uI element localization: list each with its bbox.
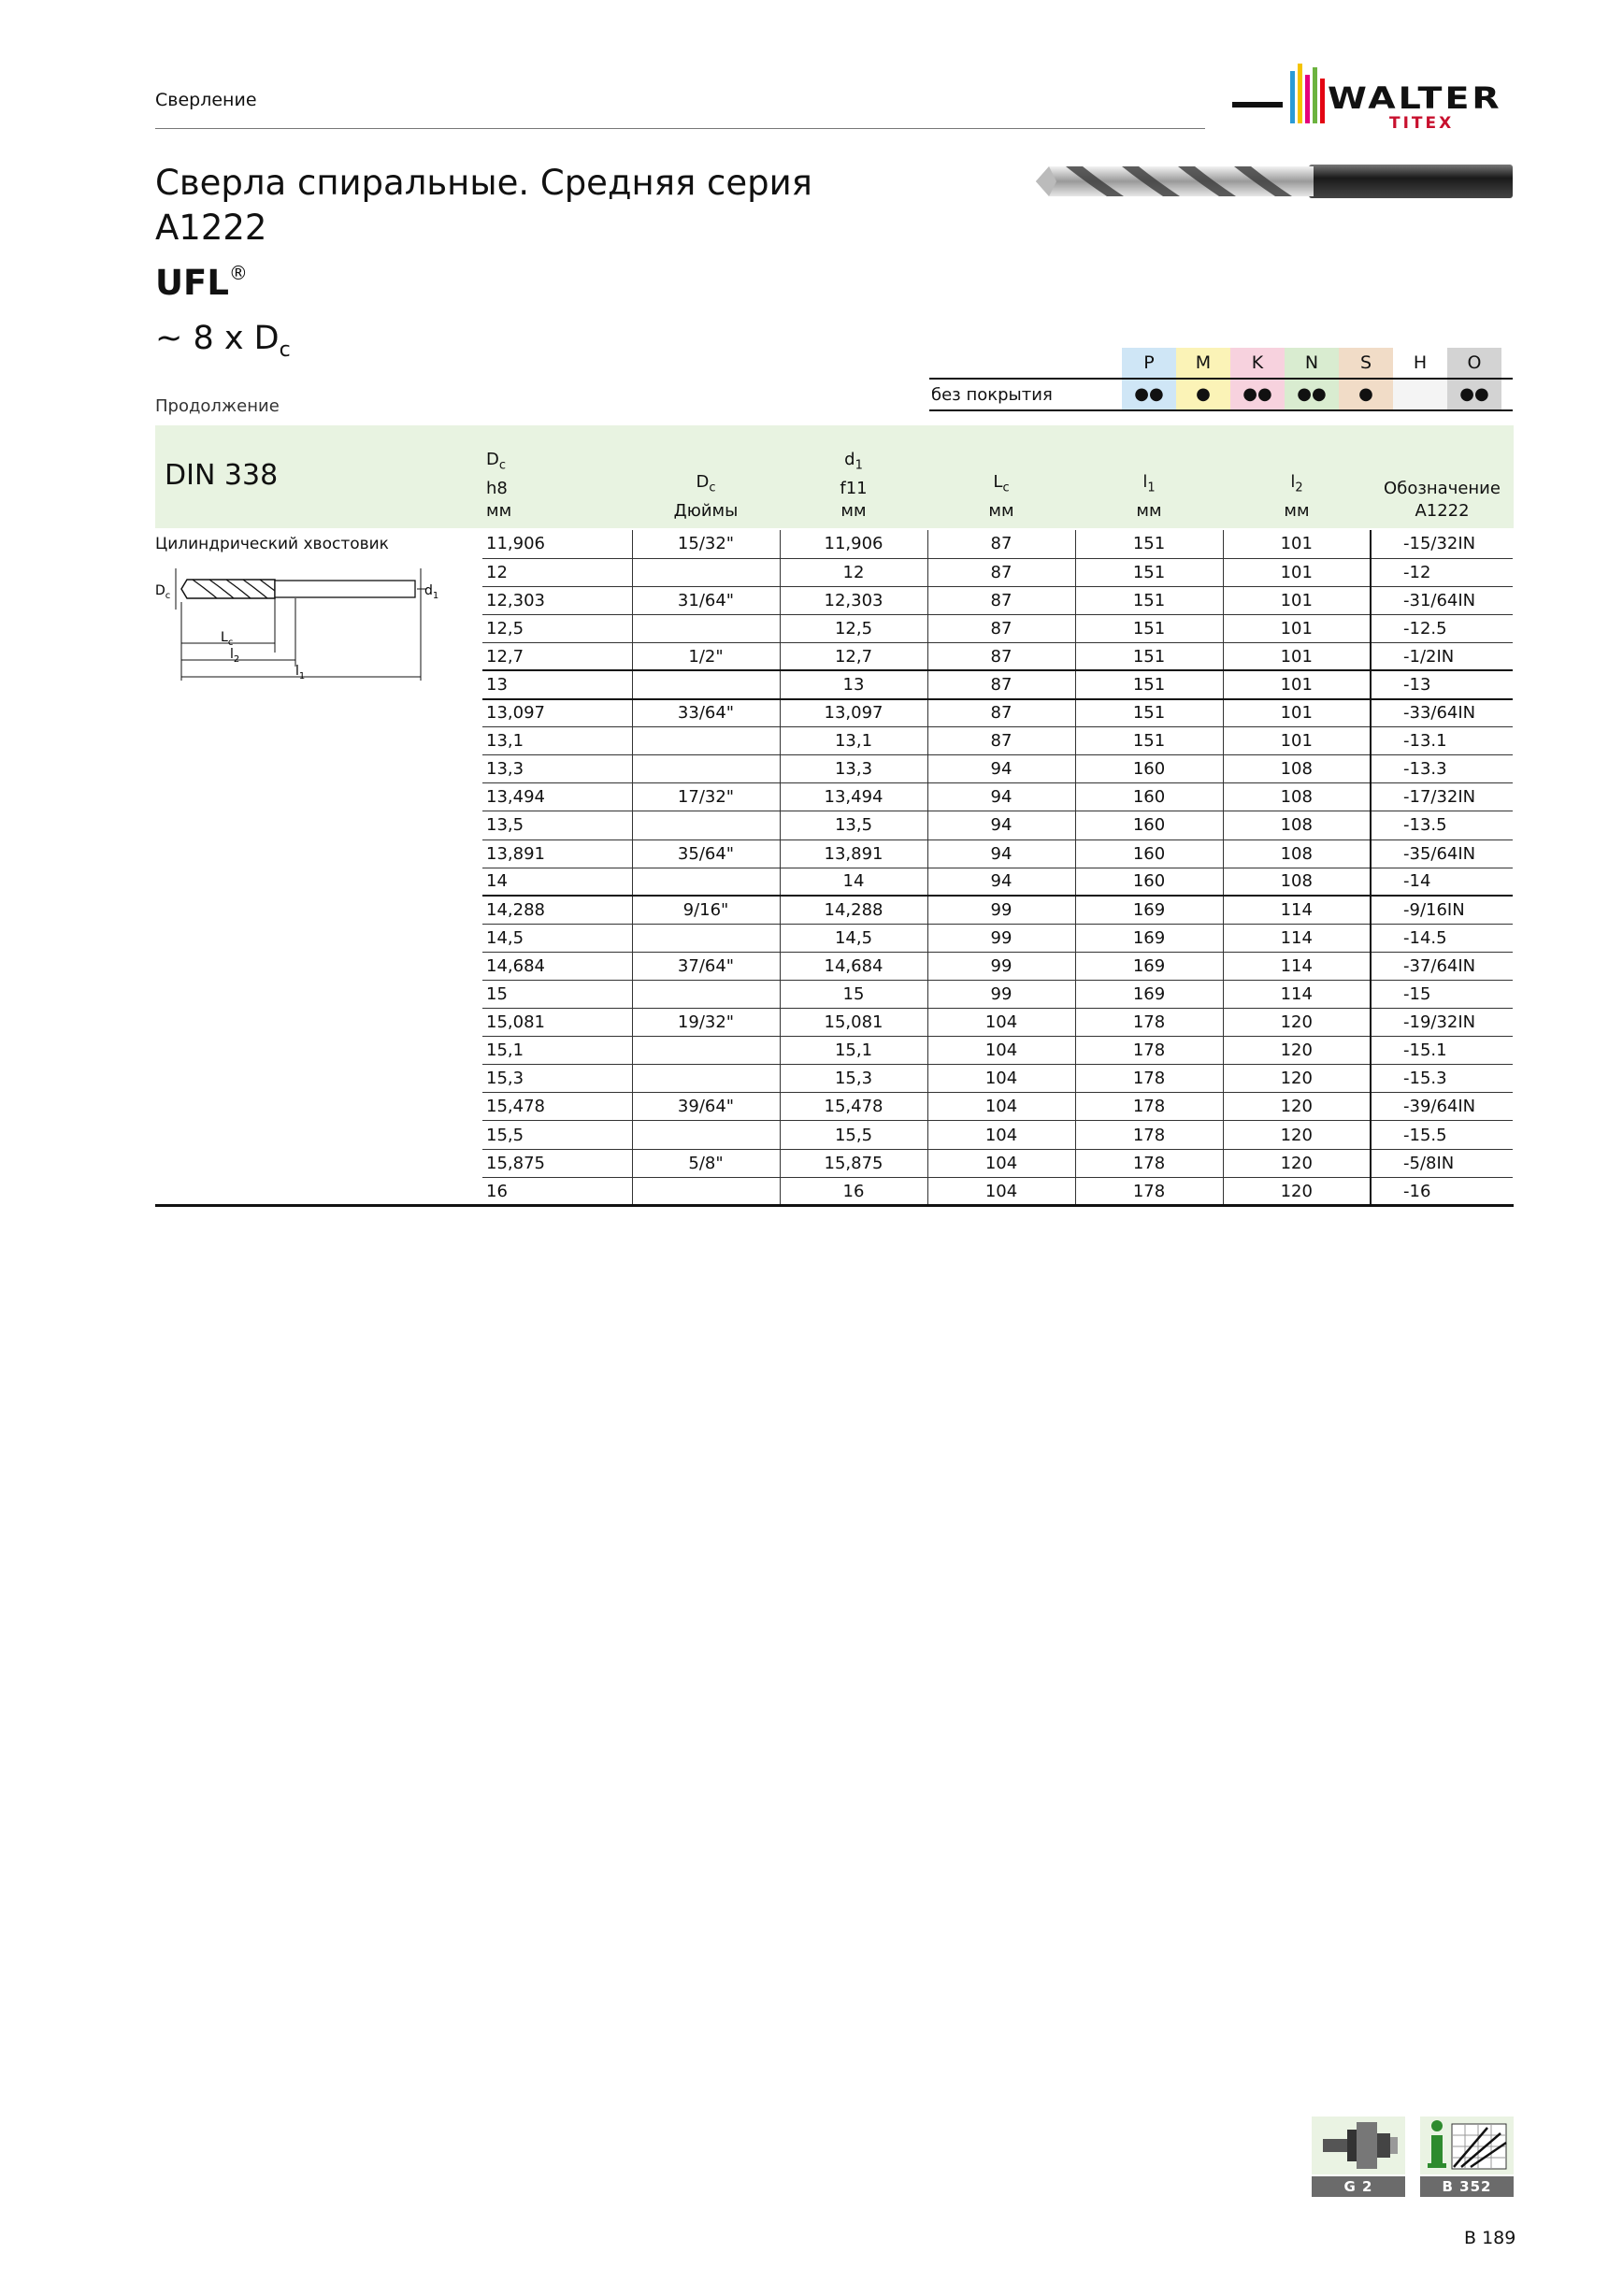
shank-type-label: Цилиндрический хвостовик bbox=[155, 535, 389, 553]
cell-l2: 120 bbox=[1223, 1093, 1371, 1121]
cell-dc-mm: 14,288 bbox=[482, 896, 632, 924]
cell-dc-mm: 13,5 bbox=[482, 811, 632, 839]
cell-dc-inch bbox=[632, 924, 780, 952]
drill-dimension-diagram bbox=[155, 568, 439, 699]
cell-dc-inch: 37/64" bbox=[632, 952, 780, 980]
table-header-band bbox=[155, 425, 1514, 528]
material-group-s: S bbox=[1339, 348, 1393, 378]
dc-label: $D_c$ bbox=[155, 583, 171, 601]
col-header-designation: Обозначение A1222 bbox=[1384, 479, 1501, 521]
table-row bbox=[482, 783, 1513, 811]
cell-d1: 15,3 bbox=[780, 1065, 927, 1093]
logo-wordmark: WALTER bbox=[1328, 80, 1502, 116]
cell-l2: 101 bbox=[1223, 558, 1371, 586]
cell-l1: 151 bbox=[1075, 614, 1223, 642]
material-group-o: O bbox=[1447, 348, 1501, 378]
cell-l2: 120 bbox=[1223, 1009, 1371, 1037]
cell-designation: -31/64IN bbox=[1371, 586, 1513, 614]
cell-d1: 12 bbox=[780, 558, 927, 586]
cell-designation: -15.1 bbox=[1371, 1037, 1513, 1065]
table-row bbox=[482, 952, 1513, 980]
cell-lc: 87 bbox=[927, 586, 1075, 614]
cell-l2: 120 bbox=[1223, 1065, 1371, 1093]
cell-l1: 151 bbox=[1075, 670, 1223, 698]
table-row bbox=[482, 981, 1513, 1009]
cell-d1: 11,906 bbox=[780, 530, 927, 558]
section-title: Сверление bbox=[155, 90, 257, 110]
cell-lc: 104 bbox=[927, 1037, 1075, 1065]
cell-l2: 108 bbox=[1223, 755, 1371, 783]
cell-designation: -14.5 bbox=[1371, 924, 1513, 952]
cell-dc-inch: 1/2" bbox=[632, 642, 780, 670]
cell-l1: 151 bbox=[1075, 558, 1223, 586]
cell-lc: 99 bbox=[927, 924, 1075, 952]
length-ratio: ~ 8 x $D_c$ bbox=[155, 320, 291, 362]
cell-dc-mm: 15,875 bbox=[482, 1149, 632, 1177]
cell-dc-mm: 15 bbox=[482, 981, 632, 1009]
cell-d1: 12,303 bbox=[780, 586, 927, 614]
cell-dc-inch bbox=[632, 755, 780, 783]
cell-l1: 160 bbox=[1075, 868, 1223, 896]
cell-l1: 151 bbox=[1075, 530, 1223, 558]
cell-designation: -15 bbox=[1371, 981, 1513, 1009]
cell-l2: 114 bbox=[1223, 981, 1371, 1009]
cell-lc: 99 bbox=[927, 981, 1075, 1009]
cell-dc-mm: 15,081 bbox=[482, 1009, 632, 1037]
rating-p: ●● bbox=[1122, 380, 1176, 409]
material-group-m: M bbox=[1176, 348, 1230, 378]
cell-l2: 101 bbox=[1223, 530, 1371, 558]
cell-lc: 104 bbox=[927, 1149, 1075, 1177]
cell-l2: 101 bbox=[1223, 670, 1371, 698]
cell-d1: 13,097 bbox=[780, 699, 927, 727]
cell-lc: 94 bbox=[927, 811, 1075, 839]
table-row bbox=[482, 1093, 1513, 1121]
cell-d1: 13,1 bbox=[780, 727, 927, 755]
material-group-n: N bbox=[1285, 348, 1339, 378]
rating-m: ● bbox=[1176, 380, 1230, 409]
table-row bbox=[482, 1037, 1513, 1065]
icon-caption-b352: B 352 bbox=[1420, 2176, 1514, 2197]
table-row bbox=[482, 811, 1513, 839]
material-group-h: H bbox=[1393, 348, 1447, 378]
page-number: B 189 bbox=[1464, 2228, 1516, 2248]
col-header-dc-inch: $D_c$ Дюймы bbox=[673, 472, 739, 521]
table-row bbox=[482, 924, 1513, 952]
cell-l1: 169 bbox=[1075, 924, 1223, 952]
cell-designation: -13.5 bbox=[1371, 811, 1513, 839]
lc-label: $L_c$ bbox=[221, 630, 234, 648]
cell-lc: 99 bbox=[927, 896, 1075, 924]
cell-dc-mm: 14,684 bbox=[482, 952, 632, 980]
cell-d1: 14 bbox=[780, 868, 927, 896]
table-row bbox=[482, 699, 1513, 727]
cell-d1: 13,5 bbox=[780, 811, 927, 839]
cell-d1: 16 bbox=[780, 1177, 927, 1205]
cell-dc-inch bbox=[632, 558, 780, 586]
cell-designation: -13.1 bbox=[1371, 727, 1513, 755]
cell-dc-inch bbox=[632, 981, 780, 1009]
cell-dc-inch bbox=[632, 614, 780, 642]
cell-dc-mm: 15,3 bbox=[482, 1065, 632, 1093]
cell-l1: 160 bbox=[1075, 783, 1223, 811]
cell-dc-mm: 13,494 bbox=[482, 783, 632, 811]
cell-l1: 178 bbox=[1075, 1177, 1223, 1205]
material-group-p: P bbox=[1122, 348, 1176, 378]
cell-l2: 120 bbox=[1223, 1149, 1371, 1177]
table-row bbox=[482, 839, 1513, 868]
cell-designation: -35/64IN bbox=[1371, 839, 1513, 868]
cell-designation: -17/32IN bbox=[1371, 783, 1513, 811]
table-row bbox=[482, 1177, 1513, 1205]
cell-dc-mm: 15,1 bbox=[482, 1037, 632, 1065]
cell-l1: 178 bbox=[1075, 1065, 1223, 1093]
col-header-l2: $l_2$ мм bbox=[1284, 472, 1310, 521]
cell-l1: 178 bbox=[1075, 1149, 1223, 1177]
material-group-k: K bbox=[1230, 348, 1285, 378]
toolholder-icon bbox=[1312, 2117, 1405, 2174]
cell-designation: -15.5 bbox=[1371, 1121, 1513, 1149]
cell-l2: 108 bbox=[1223, 868, 1371, 896]
cell-dc-inch bbox=[632, 811, 780, 839]
cell-d1: 12,7 bbox=[780, 642, 927, 670]
cell-lc: 87 bbox=[927, 642, 1075, 670]
cell-dc-inch: 17/32" bbox=[632, 783, 780, 811]
cell-dc-inch bbox=[632, 1037, 780, 1065]
cell-d1: 15,875 bbox=[780, 1149, 927, 1177]
cell-dc-inch bbox=[632, 1177, 780, 1205]
col-header-lc: $L_c$ мм bbox=[988, 472, 1014, 521]
cell-designation: -15.3 bbox=[1371, 1065, 1513, 1093]
footer-icon-b352[interactable] bbox=[1420, 2117, 1514, 2197]
cell-d1: 15,081 bbox=[780, 1009, 927, 1037]
table-bottom-rule bbox=[155, 1204, 1514, 1207]
col-header-dc-h8: $D_c$ h8 мм bbox=[486, 450, 512, 521]
table-row bbox=[482, 868, 1513, 896]
cell-l2: 108 bbox=[1223, 811, 1371, 839]
coating-label: без покрытия bbox=[931, 385, 1053, 405]
cell-lc: 87 bbox=[927, 727, 1075, 755]
cell-dc-inch: 35/64" bbox=[632, 839, 780, 868]
cell-l2: 108 bbox=[1223, 783, 1371, 811]
cell-dc-mm: 11,906 bbox=[482, 530, 632, 558]
cell-d1: 14,288 bbox=[780, 896, 927, 924]
cell-d1: 13 bbox=[780, 670, 927, 698]
table-row bbox=[482, 670, 1513, 698]
footer-icon-g2[interactable] bbox=[1312, 2117, 1405, 2197]
cell-lc: 87 bbox=[927, 699, 1075, 727]
cell-dc-inch bbox=[632, 868, 780, 896]
cell-d1: 12,5 bbox=[780, 614, 927, 642]
cell-l2: 101 bbox=[1223, 699, 1371, 727]
cell-d1: 14,5 bbox=[780, 924, 927, 952]
cell-dc-mm: 13,3 bbox=[482, 755, 632, 783]
cell-l2: 114 bbox=[1223, 896, 1371, 924]
cell-designation: -14 bbox=[1371, 868, 1513, 896]
coating-row bbox=[929, 380, 1513, 411]
cell-l1: 178 bbox=[1075, 1009, 1223, 1037]
cell-lc: 87 bbox=[927, 670, 1075, 698]
cell-lc: 104 bbox=[927, 1065, 1075, 1093]
cell-dc-inch bbox=[632, 1121, 780, 1149]
product-title bbox=[155, 161, 812, 306]
cell-designation: -12.5 bbox=[1371, 614, 1513, 642]
din-standard: DIN 338 bbox=[165, 459, 279, 492]
table-row bbox=[482, 530, 1513, 558]
cell-d1: 15,1 bbox=[780, 1037, 927, 1065]
cell-l1: 151 bbox=[1075, 642, 1223, 670]
cell-d1: 13,3 bbox=[780, 755, 927, 783]
cell-designation: -1/2IN bbox=[1371, 642, 1513, 670]
cell-dc-mm: 12,7 bbox=[482, 642, 632, 670]
cell-dc-mm: 12,5 bbox=[482, 614, 632, 642]
table-row bbox=[482, 1121, 1513, 1149]
cell-designation: -13.3 bbox=[1371, 755, 1513, 783]
col-header-l1: $l_1$ мм bbox=[1136, 472, 1162, 521]
cell-l1: 151 bbox=[1075, 699, 1223, 727]
cell-l1: 178 bbox=[1075, 1093, 1223, 1121]
cell-dc-inch bbox=[632, 670, 780, 698]
cell-l1: 178 bbox=[1075, 1037, 1223, 1065]
cell-lc: 104 bbox=[927, 1121, 1075, 1149]
table-row bbox=[482, 558, 1513, 586]
info-chart-icon bbox=[1420, 2117, 1514, 2174]
cell-lc: 94 bbox=[927, 783, 1075, 811]
cell-designation: -9/16IN bbox=[1371, 896, 1513, 924]
table-row bbox=[482, 642, 1513, 670]
cell-lc: 104 bbox=[927, 1177, 1075, 1205]
cell-dc-mm: 14 bbox=[482, 868, 632, 896]
cell-l1: 169 bbox=[1075, 952, 1223, 980]
l1-label: $l_1$ bbox=[295, 664, 306, 682]
table-row bbox=[482, 755, 1513, 783]
continued-label: Продолжение bbox=[155, 396, 280, 416]
cell-l1: 169 bbox=[1075, 896, 1223, 924]
dimensions-table bbox=[482, 530, 1513, 1206]
cell-l1: 151 bbox=[1075, 586, 1223, 614]
walter-titex-logo bbox=[1232, 58, 1513, 133]
l2-label: $l_2$ bbox=[230, 647, 240, 665]
cell-l1: 169 bbox=[1075, 981, 1223, 1009]
cell-dc-mm: 12 bbox=[482, 558, 632, 586]
cell-dc-inch: 39/64" bbox=[632, 1093, 780, 1121]
cell-lc: 104 bbox=[927, 1093, 1075, 1121]
cell-lc: 94 bbox=[927, 755, 1075, 783]
cell-lc: 94 bbox=[927, 868, 1075, 896]
table-row bbox=[482, 1065, 1513, 1093]
table-row bbox=[482, 727, 1513, 755]
drill-product-image bbox=[1028, 157, 1515, 206]
cell-d1: 13,891 bbox=[780, 839, 927, 868]
cell-dc-mm: 13 bbox=[482, 670, 632, 698]
cell-dc-mm: 12,303 bbox=[482, 586, 632, 614]
cell-lc: 87 bbox=[927, 530, 1075, 558]
cell-dc-inch: 5/8" bbox=[632, 1149, 780, 1177]
logo-submark: TITEX bbox=[1389, 114, 1455, 133]
cell-l1: 151 bbox=[1075, 727, 1223, 755]
cell-designation: -19/32IN bbox=[1371, 1009, 1513, 1037]
cell-l2: 114 bbox=[1223, 924, 1371, 952]
title-brand: UFL® bbox=[155, 262, 248, 303]
cell-dc-mm: 13,097 bbox=[482, 699, 632, 727]
cell-l1: 160 bbox=[1075, 755, 1223, 783]
cell-designation: -13 bbox=[1371, 670, 1513, 698]
cell-dc-mm: 15,478 bbox=[482, 1093, 632, 1121]
cell-l2: 120 bbox=[1223, 1121, 1371, 1149]
cell-l2: 101 bbox=[1223, 727, 1371, 755]
cell-dc-mm: 13,891 bbox=[482, 839, 632, 868]
cell-dc-inch: 9/16" bbox=[632, 896, 780, 924]
cell-designation: -37/64IN bbox=[1371, 952, 1513, 980]
col-header-d1: $d_1$ f11 мм bbox=[840, 450, 868, 521]
rating-n: ●● bbox=[1285, 380, 1339, 409]
rating-k: ●● bbox=[1230, 380, 1285, 409]
cell-l1: 178 bbox=[1075, 1121, 1223, 1149]
cell-designation: -39/64IN bbox=[1371, 1093, 1513, 1121]
table-row bbox=[482, 1149, 1513, 1177]
cell-dc-mm: 15,5 bbox=[482, 1121, 632, 1149]
title-line-1: Сверла спиральные. Средняя серия bbox=[155, 163, 812, 203]
cell-dc-mm: 16 bbox=[482, 1177, 632, 1205]
cell-lc: 94 bbox=[927, 839, 1075, 868]
cell-designation: -16 bbox=[1371, 1177, 1513, 1205]
cell-designation: -12 bbox=[1371, 558, 1513, 586]
table-row bbox=[482, 1009, 1513, 1037]
cell-lc: 87 bbox=[927, 614, 1075, 642]
cell-l2: 101 bbox=[1223, 586, 1371, 614]
cell-designation: -33/64IN bbox=[1371, 699, 1513, 727]
cell-d1: 15,478 bbox=[780, 1093, 927, 1121]
cell-l2: 120 bbox=[1223, 1177, 1371, 1205]
rating-s: ● bbox=[1339, 380, 1393, 409]
cell-l2: 101 bbox=[1223, 642, 1371, 670]
rating-h bbox=[1393, 380, 1447, 409]
icon-caption-g2: G 2 bbox=[1312, 2176, 1405, 2197]
header-divider bbox=[155, 128, 1205, 129]
cell-dc-mm: 13,1 bbox=[482, 727, 632, 755]
cell-designation: -5/8IN bbox=[1371, 1149, 1513, 1177]
cell-l2: 114 bbox=[1223, 952, 1371, 980]
table-row bbox=[482, 586, 1513, 614]
cell-d1: 13,494 bbox=[780, 783, 927, 811]
cell-d1: 15 bbox=[780, 981, 927, 1009]
cell-d1: 14,684 bbox=[780, 952, 927, 980]
cell-lc: 87 bbox=[927, 558, 1075, 586]
cell-dc-mm: 14,5 bbox=[482, 924, 632, 952]
rating-o: ●● bbox=[1447, 380, 1501, 409]
logo-color-strips bbox=[1290, 64, 1328, 123]
cell-dc-inch: 33/64" bbox=[632, 699, 780, 727]
cell-l1: 160 bbox=[1075, 839, 1223, 868]
cell-lc: 104 bbox=[927, 1009, 1075, 1037]
d1-label: $d_1$ bbox=[424, 583, 439, 601]
cell-dc-inch bbox=[632, 1065, 780, 1093]
cell-l1: 160 bbox=[1075, 811, 1223, 839]
cell-lc: 99 bbox=[927, 952, 1075, 980]
table-row bbox=[482, 896, 1513, 924]
cell-l2: 120 bbox=[1223, 1037, 1371, 1065]
table-row bbox=[482, 614, 1513, 642]
cell-l2: 108 bbox=[1223, 839, 1371, 868]
cell-d1: 15,5 bbox=[780, 1121, 927, 1149]
cell-designation: -15/32IN bbox=[1371, 530, 1513, 558]
cell-dc-inch: 15/32" bbox=[632, 530, 780, 558]
title-line-2: A1222 bbox=[155, 208, 267, 248]
cell-dc-inch: 31/64" bbox=[632, 586, 780, 614]
cell-l2: 101 bbox=[1223, 614, 1371, 642]
cell-dc-inch: 19/32" bbox=[632, 1009, 780, 1037]
cell-dc-inch bbox=[632, 727, 780, 755]
